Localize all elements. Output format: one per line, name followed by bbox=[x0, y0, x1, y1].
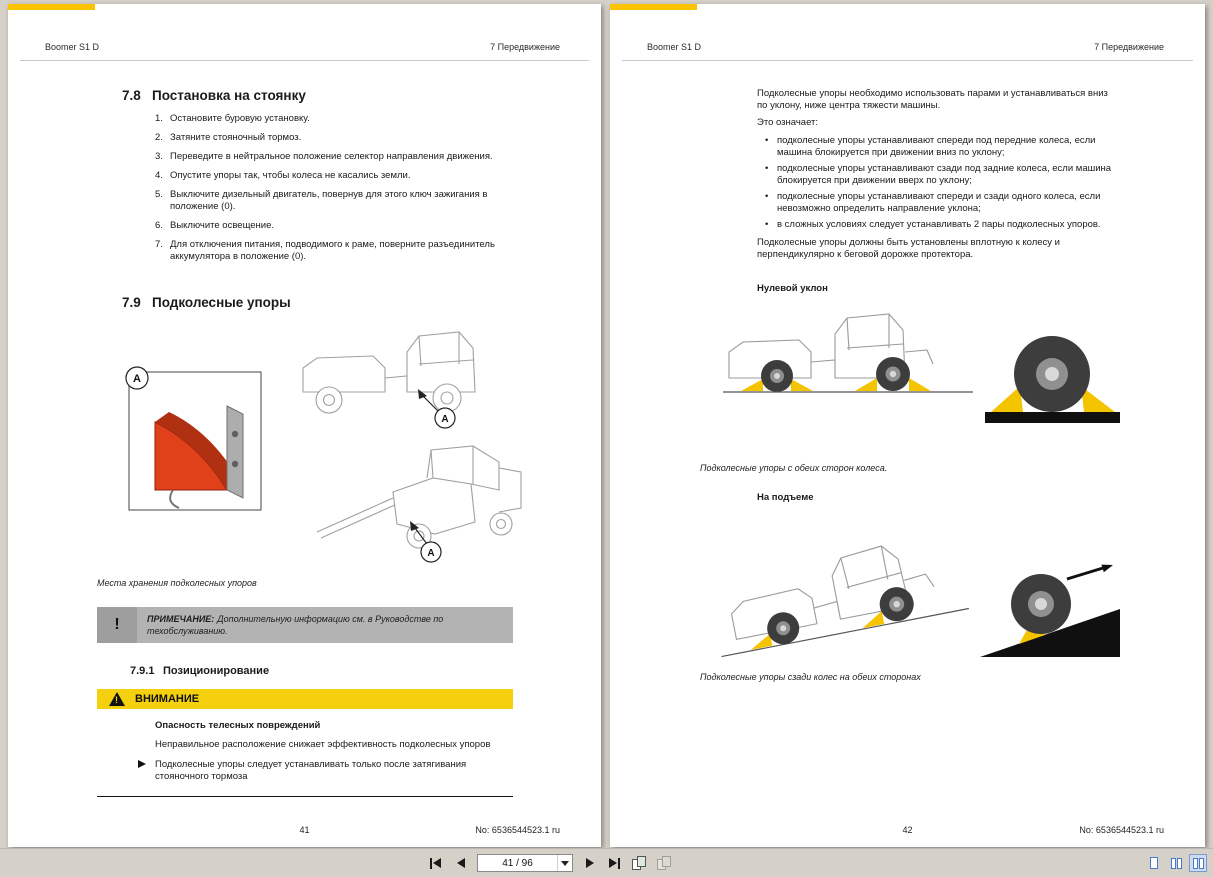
section-heading-79 bbox=[122, 295, 513, 310]
left-triangle-icon bbox=[433, 858, 441, 868]
step-number: 6. bbox=[155, 220, 163, 231]
parking-steps-list bbox=[155, 113, 513, 263]
page-footer bbox=[610, 825, 1205, 835]
paragraph-intro: Подколесные упоры необходимо использовать парами и устанавливаться вниз по уклону, ниже центра тяжести машины. bbox=[757, 88, 1108, 111]
exclamation-icon: ! bbox=[97, 607, 137, 643]
section-number: 7.9.1 bbox=[130, 665, 155, 677]
list-item bbox=[155, 189, 513, 213]
wheel-closeup-level bbox=[985, 336, 1120, 423]
step-text: Опустите упоры так, чтобы колеса не касались земли. bbox=[170, 170, 411, 181]
figure-title-level: Нулевой уклон bbox=[757, 283, 828, 294]
arrow-bullet-icon bbox=[138, 760, 146, 768]
page-42 bbox=[610, 4, 1205, 847]
chevron-down-icon bbox=[561, 861, 569, 866]
paragraph-outro: Подколесные упоры должны быть установлены вплотную к колесу и перпендикулярно к беговой дорожке протектора. bbox=[757, 237, 1060, 260]
list-item bbox=[155, 132, 513, 144]
brand-accent-bar bbox=[610, 4, 697, 10]
single-page-layout-icon bbox=[1150, 857, 1158, 869]
wheel-chock bbox=[741, 379, 763, 391]
step-number: 3. bbox=[155, 151, 163, 162]
page-sheet-icon bbox=[1199, 858, 1204, 869]
next-page-button[interactable] bbox=[581, 854, 598, 872]
note-label: ПРИМЕЧАНИЕ: bbox=[147, 614, 215, 624]
list-item: • подколесные упоры устанавливают сзади под задние колеса, если машина блокируется при движении вверх по уклону; bbox=[765, 163, 1115, 187]
continuous-layout-button[interactable] bbox=[1167, 854, 1185, 872]
note-text bbox=[137, 607, 513, 643]
section-heading-791 bbox=[130, 665, 513, 677]
previous-page-icon bbox=[457, 858, 465, 868]
previous-view-button[interactable] bbox=[631, 855, 648, 872]
machine-illustration-bottom bbox=[317, 446, 521, 562]
first-page-icon bbox=[430, 858, 432, 869]
machine-on-slope bbox=[715, 532, 969, 657]
next-view-button[interactable] bbox=[656, 855, 673, 872]
page-layout-controls bbox=[1145, 854, 1207, 872]
list-item: • подколесные упоры устанавливают спереди под передние колеса, если машина блокируется при движении вниз по уклону; bbox=[765, 135, 1115, 159]
step-text: Для отключения питания, подводимого к раме, поверните разъединитель аккумулятора в положение (0). bbox=[170, 239, 495, 262]
slope-figure bbox=[715, 509, 1125, 669]
note-box bbox=[97, 607, 513, 643]
page-sheet-icon bbox=[662, 856, 671, 867]
warning-text: Неправильное расположение снижает эффективность подколесных упоров bbox=[155, 739, 491, 750]
figure-title-slope: На подъеме bbox=[757, 492, 814, 503]
document-number: No: 6536544523.1 ru bbox=[475, 825, 560, 835]
next-page-icon bbox=[586, 858, 594, 868]
note-body: Дополнительную информацию см. в Руководстве по техобслуживанию. bbox=[147, 614, 444, 636]
section-title: Постановка на стоянку bbox=[152, 88, 306, 103]
page-navigation bbox=[427, 854, 673, 872]
page-footer bbox=[8, 825, 601, 835]
step-number: 5. bbox=[155, 189, 163, 200]
step-number: 2. bbox=[155, 132, 163, 143]
viewer-toolbar bbox=[0, 848, 1213, 877]
list-item: • в сложных условиях следует устанавливать 2 пары подколесных упоров. bbox=[765, 219, 1115, 231]
warning-instruction bbox=[155, 759, 503, 783]
header-model: Boomer S1 D bbox=[647, 42, 702, 52]
continuous-layout-icon bbox=[1171, 858, 1176, 869]
header-model: Boomer S1 D bbox=[45, 42, 100, 52]
figure-caption-level: Подколесные упоры с обеих сторон колеса. bbox=[700, 463, 888, 473]
step-text: Остановите буровую установку. bbox=[170, 113, 310, 124]
warning-box bbox=[97, 689, 513, 797]
wheel-chock-detail bbox=[126, 367, 261, 510]
callout-a-label: A bbox=[427, 548, 435, 559]
section-number: 7.9 bbox=[122, 295, 141, 310]
first-page-button[interactable] bbox=[427, 854, 444, 872]
chock-rules-list bbox=[765, 135, 1115, 231]
right-triangle-icon bbox=[609, 858, 617, 868]
page-content bbox=[97, 61, 513, 797]
single-page-layout-button[interactable] bbox=[1145, 854, 1163, 872]
warning-hazard: Опасность телесных повреждений bbox=[155, 720, 321, 731]
step-text: Выключите освещение. bbox=[170, 220, 275, 231]
wheel-chock bbox=[855, 378, 877, 391]
step-text: Переведите в нейтральное положение селектор направления движения. bbox=[170, 151, 493, 162]
figure-caption-slope: Подколесные упоры сзади колес на обеих сторонах bbox=[700, 672, 921, 682]
section-title: Позиционирование bbox=[163, 665, 270, 677]
brand-accent-bar bbox=[8, 4, 95, 10]
list-item bbox=[155, 151, 513, 163]
page-sheet-icon bbox=[637, 856, 646, 867]
facing-pages-layout-icon bbox=[1193, 858, 1198, 869]
section-heading-78 bbox=[122, 88, 513, 103]
page-number-combo bbox=[477, 854, 573, 872]
page-sheet-icon bbox=[1177, 858, 1182, 869]
facing-pages-layout-button[interactable] bbox=[1189, 854, 1207, 872]
chock-storage-figure bbox=[115, 322, 525, 572]
warning-triangle-icon: ! bbox=[109, 692, 125, 706]
list-item bbox=[155, 170, 513, 182]
page-header bbox=[45, 42, 560, 52]
page-41 bbox=[8, 4, 601, 847]
callout-a-label: A bbox=[133, 373, 141, 385]
page-header bbox=[647, 42, 1164, 52]
step-text: Выключите дизельный двигатель, повернув для этого ключ зажигания в положение (0). bbox=[170, 189, 488, 212]
wheel-chock bbox=[909, 378, 931, 391]
warning-instruction-text: Подколесные упоры следует устанавливать только после затягивания стояночного тормоза bbox=[155, 759, 467, 782]
list-item: • подколесные упоры устанавливают спереди и сзади одного колеса, если невозможно определить направление уклона; bbox=[765, 191, 1115, 215]
step-text: Затяните стояночный тормоз. bbox=[170, 132, 302, 143]
list-item bbox=[155, 239, 513, 263]
wheel-closeup-slope bbox=[980, 565, 1120, 657]
callout-a-label: A bbox=[441, 414, 449, 425]
machine-illustration-top bbox=[303, 332, 475, 428]
section-title: Подколесные упоры bbox=[152, 295, 291, 310]
page-number: 42 bbox=[902, 825, 913, 835]
uphill-arrow-icon bbox=[1067, 568, 1103, 579]
section-number: 7.8 bbox=[122, 88, 141, 103]
level-ground-figure bbox=[715, 300, 1125, 460]
last-page-icon bbox=[618, 858, 620, 869]
machine-on-level-ground bbox=[723, 314, 973, 392]
previous-page-button[interactable] bbox=[452, 854, 469, 872]
step-number: 4. bbox=[155, 170, 163, 181]
paragraph-means: Это означает: bbox=[757, 117, 819, 128]
warning-title: ВНИМАНИЕ bbox=[135, 693, 200, 705]
page-number-input[interactable] bbox=[478, 858, 557, 869]
step-number: 7. bbox=[155, 239, 163, 250]
warning-body bbox=[97, 709, 513, 797]
page-content bbox=[700, 61, 1118, 683]
header-chapter: 7 Передвижение bbox=[490, 42, 560, 52]
list-item bbox=[155, 220, 513, 232]
wheel-chock bbox=[791, 379, 813, 391]
last-page-button[interactable] bbox=[606, 854, 623, 872]
document-number: No: 6536544523.1 ru bbox=[1079, 825, 1164, 835]
step-number: 1. bbox=[155, 113, 163, 124]
warning-header bbox=[97, 689, 513, 709]
page-number: 41 bbox=[299, 825, 310, 835]
figure-caption: Места хранения подколесных упоров bbox=[97, 578, 257, 588]
header-chapter: 7 Передвижение bbox=[1094, 42, 1164, 52]
page-dropdown-button[interactable] bbox=[557, 855, 572, 871]
list-item bbox=[155, 113, 513, 125]
